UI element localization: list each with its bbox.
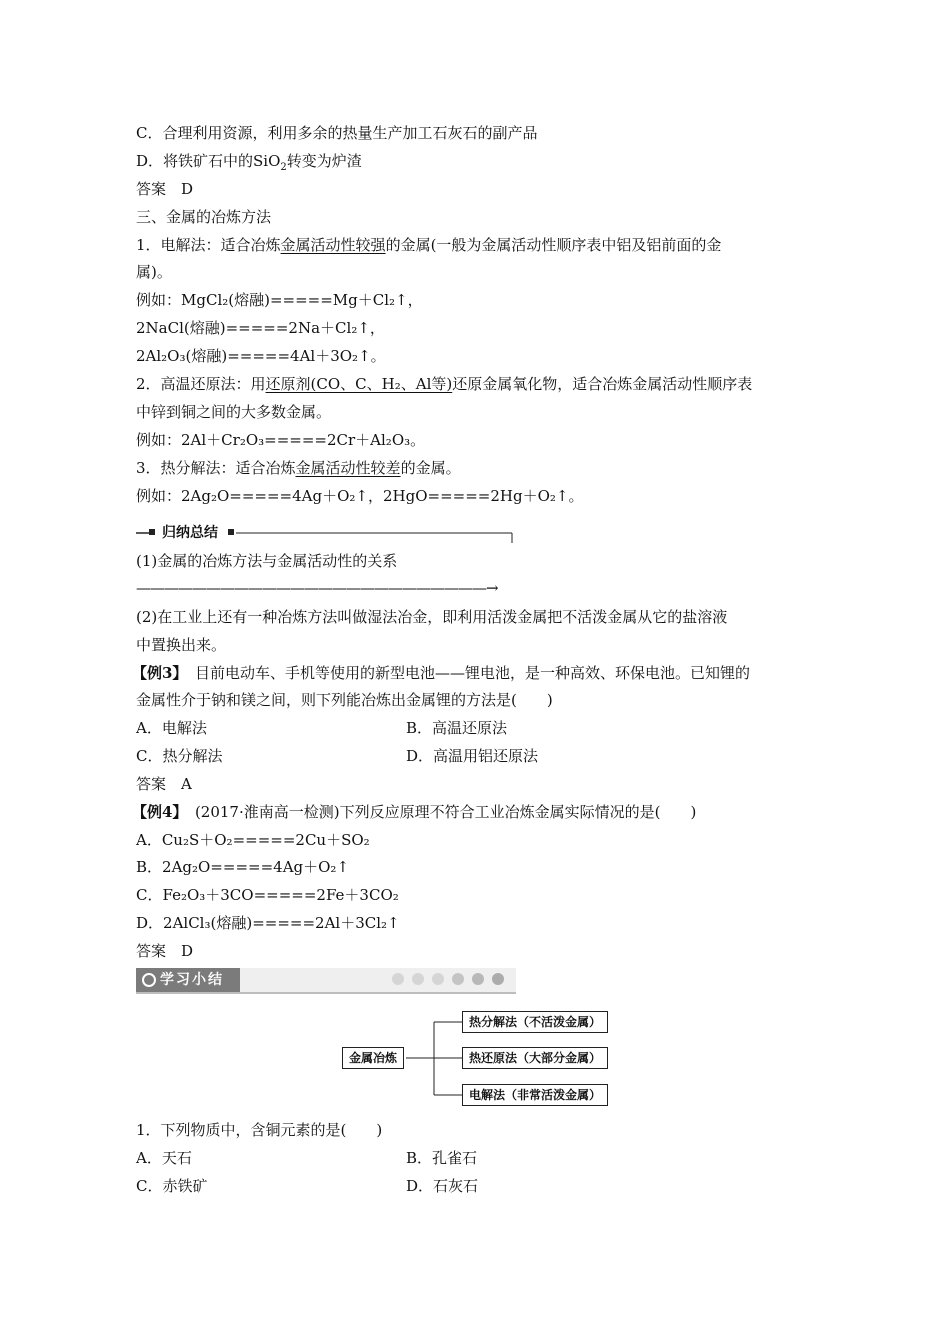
method-3 <box>136 458 461 478</box>
question-1-options-ab <box>136 1148 636 1168</box>
example-4-tag: 【例4】 <box>132 803 180 821</box>
decor-dot-icon <box>412 973 424 985</box>
example-3-option-c: C．热分解法 <box>136 747 223 765</box>
summary-p1: (1)金属的冶炼方法与金属活动性的关系 <box>136 552 398 570</box>
example-4-option-a: A．Cu₂S＋O₂=====2Cu＋SO₂ <box>136 831 370 849</box>
tree-root: 金属冶炼 <box>342 1047 404 1069</box>
method-1-a: 1．电解法：适合冶炼 <box>136 236 281 254</box>
decor-dot-icon <box>392 973 404 985</box>
target-icon <box>142 973 156 987</box>
example-3-option-b: B．高温还原法 <box>406 719 508 737</box>
option-d-text: D．将铁矿石中的SiO <box>136 152 281 170</box>
example-3 <box>132 663 750 683</box>
equation-1: 例如：MgCl₂(熔融)=====Mg＋Cl₂↑， <box>136 291 423 309</box>
option-d-text-2: 转变为炉渣 <box>286 152 362 170</box>
example-3-options-cd <box>136 746 636 766</box>
method-1-underline: 金属活动性较强 <box>280 236 386 254</box>
example-4-option-b: B．2Ag₂O=====4Ag＋O₂↑ <box>136 858 350 876</box>
method-2 <box>136 374 752 394</box>
answer-1: 答案 D <box>136 180 194 198</box>
example-3-option-d: D．高温用铝还原法 <box>406 747 539 765</box>
equation-5: 例如：2Ag₂O=====4Ag＋O₂↑，2HgO=====2Hg＋O₂↑。 <box>136 487 584 505</box>
method-1-cont: 属)。 <box>136 263 172 281</box>
method-3-b: 的金属。 <box>400 459 461 477</box>
equation-3: 2Al₂O₃(熔融)=====4Al＋3O₂↑。 <box>136 347 386 365</box>
decor-dot-icon <box>492 973 504 985</box>
study-summary-title: 学习小结 <box>160 972 224 988</box>
summary-header <box>136 524 516 544</box>
example-3-line1: 目前电动车、手机等使用的新型电池——锂电池，是一种高效、环保电池。已知锂的 <box>194 664 750 682</box>
summary-title: 归纳总结 <box>162 525 218 541</box>
tree-branch-thermal-reduction: 热还原法（大部分金属） <box>462 1047 608 1069</box>
question-1-option-d: D．石灰石 <box>406 1177 479 1195</box>
example-3-tag: 【例3】 <box>132 664 180 682</box>
question-1-option-a: A．天石 <box>136 1149 192 1167</box>
question-1-option-b: B．孔雀石 <box>406 1149 478 1167</box>
summary-p2: (2)在工业上还有一种冶炼方法叫做湿法冶金，即利用活泼金属把不活泼金属从它的盐溶液 <box>136 608 728 626</box>
question-1-options-cd <box>136 1176 636 1196</box>
option-c: C．合理利用资源，利用多余的热量生产加工石灰石的副产品 <box>136 124 538 142</box>
decor-dot-icon <box>472 973 484 985</box>
decor-dot-icon <box>452 973 464 985</box>
example-4 <box>132 802 696 822</box>
summary-arrow: —————————————————————————→ <box>136 579 498 597</box>
section-heading: 三、金属的冶炼方法 <box>136 208 272 226</box>
method-3-underline: 金属活动性较差 <box>295 459 401 477</box>
example-3-answer: 答案 A <box>136 775 192 793</box>
method-1-b: 的金属(一般为金属活动性顺序表中铝及铝前面的金 <box>385 236 722 254</box>
question-1: 1．下列物质中，含铜元素的是( ) <box>136 1121 383 1139</box>
method-1 <box>136 235 721 255</box>
method-2-a: 2．高温还原法：用 <box>136 375 266 393</box>
example-3-options-ab <box>136 718 636 738</box>
method-2-b: 还原金属氧化物，适合冶炼金属活动性顺序表 <box>452 375 753 393</box>
equation-2: 2NaCl(熔融)=====2Na＋Cl₂↑， <box>136 319 385 337</box>
decor-dot-icon <box>432 973 444 985</box>
example-3-line2: 金属性介于钠和镁之间，则下列能冶炼出金属锂的方法是( ) <box>136 691 553 709</box>
example-4-answer: 答案 D <box>136 942 194 960</box>
example-3-option-a: A．电解法 <box>136 719 207 737</box>
summary-p2-cont: 中置换出来。 <box>136 636 227 654</box>
example-4-line1: (2017·淮南高一检测)下列反应原理不符合工业冶炼金属实际情况的是( ) <box>194 803 697 821</box>
method-3-a: 3．热分解法：适合冶炼 <box>136 459 296 477</box>
question-1-option-c: C．赤铁矿 <box>136 1177 208 1195</box>
example-4-option-d: D．2AlCl₃(熔融)=====2Al＋3Cl₂↑ <box>136 914 400 932</box>
option-d: D．将铁矿石中的SiO$_2$转变为炉渣 <box>136 152 362 173</box>
tree-branch-thermal-decomposition: 热分解法（不活泼金属） <box>462 1011 608 1033</box>
method-2-underline: 还原剂(CO、C、H₂、Al等) <box>265 375 453 393</box>
tree-branch-electrolysis: 电解法（非常活泼金属） <box>462 1084 608 1106</box>
equation-4: 例如：2Al＋Cr₂O₃=====2Cr＋Al₂O₃。 <box>136 431 426 449</box>
example-4-option-c: C．Fe₂O₃＋3CO=====2Fe＋3CO₂ <box>136 886 399 904</box>
method-2-cont: 中锌到铜之间的大多数金属。 <box>136 403 332 421</box>
